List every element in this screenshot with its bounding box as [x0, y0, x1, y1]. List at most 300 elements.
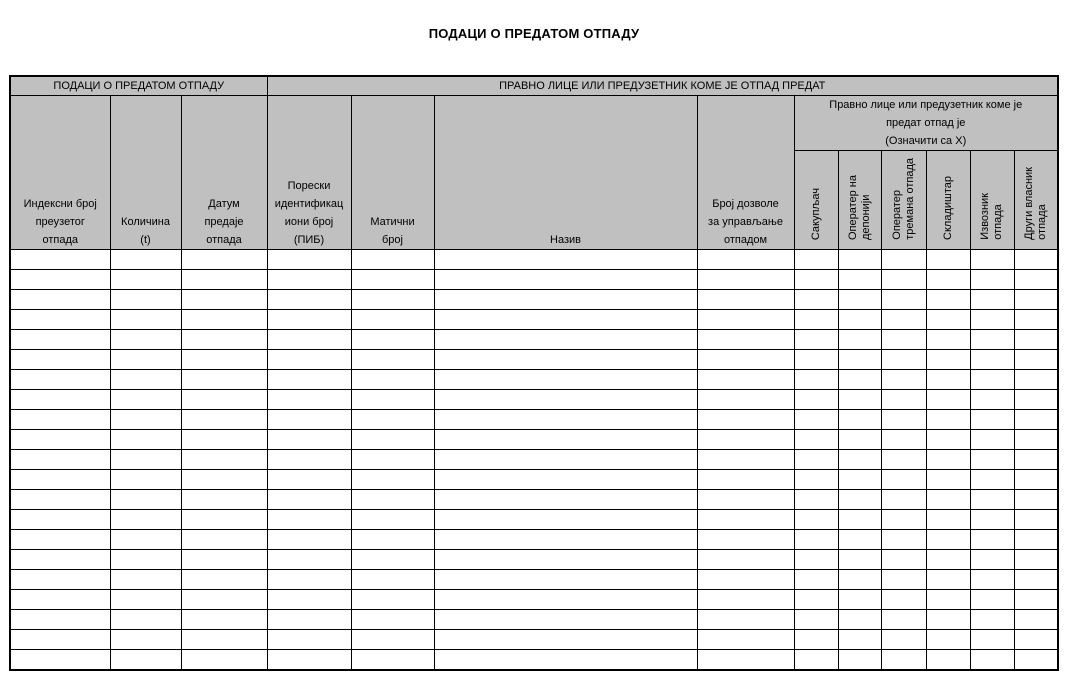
entry-cell[interactable] [181, 630, 267, 650]
entry-cell[interactable] [351, 450, 434, 470]
table-row [10, 650, 1058, 671]
entry-cell[interactable] [110, 570, 181, 590]
table-row [10, 570, 1058, 590]
entry-cell[interactable] [794, 490, 838, 510]
entry-cell[interactable] [267, 530, 351, 550]
entry-cell[interactable] [881, 530, 926, 550]
entry-cell[interactable] [1014, 470, 1058, 490]
col-header-treatment-operator: Оператер тремана отпада [881, 151, 926, 250]
col-header-registration-number: Матични број [351, 96, 434, 250]
entry-cell[interactable] [881, 290, 926, 310]
entry-cell[interactable] [970, 570, 1014, 590]
entry-cell[interactable] [267, 250, 351, 270]
entry-cell[interactable] [10, 590, 110, 610]
entry-cell[interactable] [926, 490, 970, 510]
entry-cell[interactable] [110, 550, 181, 570]
entry-cell[interactable] [110, 530, 181, 550]
col-header-handover-date: Датум предаје отпада [181, 96, 267, 250]
waste-form-table [9, 75, 1059, 671]
entry-cell[interactable] [697, 270, 794, 290]
entry-cell[interactable] [351, 470, 434, 490]
entry-cell[interactable] [794, 290, 838, 310]
entry-cell[interactable] [434, 250, 697, 270]
entry-cell[interactable] [110, 590, 181, 610]
table-row [10, 430, 1058, 450]
table-row [10, 390, 1058, 410]
entry-cell[interactable] [10, 510, 110, 530]
entry-cell[interactable] [351, 310, 434, 330]
entry-cell[interactable] [838, 410, 881, 430]
entry-cell[interactable] [881, 390, 926, 410]
entry-cell[interactable] [267, 270, 351, 290]
entry-cell[interactable] [838, 470, 881, 490]
entry-cell[interactable] [970, 330, 1014, 350]
entry-cell[interactable] [838, 650, 881, 671]
entry-cell[interactable] [110, 470, 181, 490]
col-header-name: Назив [434, 96, 697, 250]
entry-cell[interactable] [926, 290, 970, 310]
entry-cell[interactable] [838, 430, 881, 450]
entry-cell[interactable] [10, 310, 110, 330]
entry-cell[interactable] [838, 350, 881, 370]
entry-cell[interactable] [434, 570, 697, 590]
entry-cell[interactable] [181, 490, 267, 510]
entry-cell[interactable] [838, 610, 881, 630]
entry-cell[interactable] [351, 570, 434, 590]
entry-cell[interactable] [838, 290, 881, 310]
entry-cell[interactable] [181, 330, 267, 350]
entry-cell[interactable] [181, 650, 267, 671]
entry-cell[interactable] [434, 270, 697, 290]
entry-cell[interactable] [838, 390, 881, 410]
entry-cell[interactable] [794, 590, 838, 610]
entry-cell[interactable] [970, 250, 1014, 270]
entry-cell[interactable] [881, 270, 926, 290]
entry-cell[interactable] [267, 550, 351, 570]
entry-cell[interactable] [926, 610, 970, 630]
entry-cell[interactable] [351, 370, 434, 390]
entry-cell[interactable] [970, 470, 1014, 490]
entry-cell[interactable] [1014, 410, 1058, 430]
entry-cell[interactable] [697, 370, 794, 390]
entry-cell[interactable] [970, 450, 1014, 470]
entry-cell[interactable] [926, 390, 970, 410]
entry-cell[interactable] [351, 250, 434, 270]
entry-cell[interactable] [970, 590, 1014, 610]
entry-cell[interactable] [881, 310, 926, 330]
entry-cell[interactable] [10, 250, 110, 270]
entry-cell[interactable] [794, 250, 838, 270]
entry-cell[interactable] [926, 310, 970, 330]
entry-cell[interactable] [267, 570, 351, 590]
entry-cell[interactable] [970, 610, 1014, 630]
entry-cell[interactable] [181, 250, 267, 270]
entry-cell[interactable] [1014, 250, 1058, 270]
entry-cell[interactable] [838, 570, 881, 590]
entry-cell[interactable] [794, 630, 838, 650]
entry-cell[interactable] [794, 390, 838, 410]
entry-cell[interactable] [970, 290, 1014, 310]
entry-cell[interactable] [434, 390, 697, 410]
entry-cell[interactable] [351, 490, 434, 510]
entry-cell[interactable] [926, 430, 970, 450]
entry-cell[interactable] [1014, 510, 1058, 530]
entry-cell[interactable] [838, 510, 881, 530]
table-row [10, 410, 1058, 430]
entry-cell[interactable] [10, 650, 110, 671]
entry-cell[interactable] [351, 590, 434, 610]
entry-cell[interactable] [434, 310, 697, 330]
entry-cell[interactable] [110, 490, 181, 510]
entry-cell[interactable] [267, 330, 351, 350]
entry-cell[interactable] [181, 510, 267, 530]
entry-cell[interactable] [926, 550, 970, 570]
entry-cell[interactable] [881, 250, 926, 270]
entry-cell[interactable] [110, 450, 181, 470]
entry-cell[interactable] [1014, 290, 1058, 310]
entry-cell[interactable] [10, 370, 110, 390]
entry-cell[interactable] [838, 270, 881, 290]
entry-cell[interactable] [267, 590, 351, 610]
entry-cell[interactable] [181, 530, 267, 550]
table-row [10, 530, 1058, 550]
entry-cell[interactable] [10, 570, 110, 590]
entry-cell[interactable] [926, 410, 970, 430]
entry-cell[interactable] [10, 450, 110, 470]
entry-cell[interactable] [434, 530, 697, 550]
entry-cell[interactable] [881, 370, 926, 390]
entry-cell[interactable] [267, 390, 351, 410]
entry-cell[interactable] [110, 430, 181, 450]
entry-cell[interactable] [434, 350, 697, 370]
entry-cell[interactable] [881, 590, 926, 610]
entry-cell[interactable] [697, 490, 794, 510]
entry-cell[interactable] [110, 250, 181, 270]
entry-cell[interactable] [10, 530, 110, 550]
entry-cell[interactable] [881, 510, 926, 530]
entry-cell[interactable] [794, 470, 838, 490]
entry-cell[interactable] [267, 350, 351, 370]
entry-cell[interactable] [697, 550, 794, 570]
entry-cell[interactable] [10, 350, 110, 370]
entry-cell[interactable] [351, 650, 434, 671]
entry-cell[interactable] [434, 330, 697, 350]
entry-cell[interactable] [10, 630, 110, 650]
entry-cell[interactable] [794, 510, 838, 530]
entry-cell[interactable] [794, 310, 838, 330]
entry-cell[interactable] [697, 410, 794, 430]
entry-cell[interactable] [697, 250, 794, 270]
entry-cell[interactable] [110, 370, 181, 390]
col-header-quantity: Количина (t) [110, 96, 181, 250]
entry-cell[interactable] [267, 310, 351, 330]
col-header-index-number: Индексни број преузетог отпада [10, 96, 110, 250]
entry-cell[interactable] [1014, 630, 1058, 650]
entry-cell[interactable] [10, 490, 110, 510]
entry-cell[interactable] [881, 450, 926, 470]
entry-cell[interactable] [1014, 310, 1058, 330]
entry-cell[interactable] [926, 370, 970, 390]
table-row [10, 310, 1058, 330]
entry-cell[interactable] [697, 650, 794, 671]
table-row [10, 630, 1058, 650]
entry-cell[interactable] [267, 610, 351, 630]
entry-cell[interactable] [267, 450, 351, 470]
entry-cell[interactable] [434, 610, 697, 630]
entry-cell[interactable] [110, 350, 181, 370]
group-header-waste-data: ПОДАЦИ О ПРЕДАТОМ ОТПАДУ [10, 76, 267, 96]
entry-cell[interactable] [1014, 530, 1058, 550]
entry-cell[interactable] [697, 570, 794, 590]
entry-cell[interactable] [881, 610, 926, 630]
entry-cell[interactable] [267, 430, 351, 450]
entry-cell[interactable] [181, 430, 267, 450]
entry-cell[interactable] [181, 350, 267, 370]
entry-cell[interactable] [926, 570, 970, 590]
entry-cell[interactable] [970, 650, 1014, 671]
entry-cell[interactable] [351, 430, 434, 450]
entry-cell[interactable] [697, 470, 794, 490]
entry-cell[interactable] [351, 550, 434, 570]
entry-cell[interactable] [434, 630, 697, 650]
entry-cell[interactable] [10, 290, 110, 310]
entry-cell[interactable] [926, 530, 970, 550]
entry-cell[interactable] [970, 370, 1014, 390]
entry-cell[interactable] [351, 630, 434, 650]
entry-cell[interactable] [10, 430, 110, 450]
entry-cell[interactable] [1014, 270, 1058, 290]
entry-cell[interactable] [181, 410, 267, 430]
entry-cell[interactable] [697, 590, 794, 610]
entry-cell[interactable] [110, 630, 181, 650]
entry-cell[interactable] [794, 330, 838, 350]
entry-cell[interactable] [1014, 330, 1058, 350]
entry-cell[interactable] [181, 570, 267, 590]
entry-cell[interactable] [10, 270, 110, 290]
form-body [10, 250, 1058, 671]
entry-cell[interactable] [351, 530, 434, 550]
entry-cell[interactable] [794, 350, 838, 370]
table-row [10, 250, 1058, 270]
entry-cell[interactable] [794, 270, 838, 290]
entry-cell[interactable] [267, 410, 351, 430]
entry-cell[interactable] [838, 590, 881, 610]
table-row [10, 290, 1058, 310]
entry-cell[interactable] [110, 650, 181, 671]
entry-cell[interactable] [1014, 550, 1058, 570]
table-row [10, 610, 1058, 630]
table-row [10, 550, 1058, 570]
entry-cell[interactable] [10, 610, 110, 630]
entry-cell[interactable] [110, 610, 181, 630]
entry-cell[interactable] [10, 550, 110, 570]
entry-cell[interactable] [838, 370, 881, 390]
entry-cell[interactable] [110, 270, 181, 290]
entry-cell[interactable] [970, 430, 1014, 450]
entry-cell[interactable] [351, 270, 434, 290]
entry-cell[interactable] [434, 290, 697, 310]
entry-cell[interactable] [181, 290, 267, 310]
entry-cell[interactable] [926, 270, 970, 290]
entry-cell[interactable] [1014, 650, 1058, 671]
entry-cell[interactable] [267, 650, 351, 671]
entry-cell[interactable] [926, 330, 970, 350]
entry-cell[interactable] [434, 490, 697, 510]
entry-cell[interactable] [838, 250, 881, 270]
entry-cell[interactable] [697, 630, 794, 650]
entry-cell[interactable] [926, 590, 970, 610]
entry-cell[interactable] [1014, 610, 1058, 630]
entry-cell[interactable] [181, 450, 267, 470]
entry-cell[interactable] [181, 470, 267, 490]
entry-cell[interactable] [794, 610, 838, 630]
entry-cell[interactable] [1014, 370, 1058, 390]
entry-cell[interactable] [434, 470, 697, 490]
entry-cell[interactable] [267, 290, 351, 310]
entry-cell[interactable] [838, 450, 881, 470]
entry-cell[interactable] [434, 410, 697, 430]
entry-cell[interactable] [970, 630, 1014, 650]
entry-cell[interactable] [697, 610, 794, 630]
entry-cell[interactable] [970, 390, 1014, 410]
entry-cell[interactable] [926, 450, 970, 470]
entry-cell[interactable] [181, 310, 267, 330]
entry-cell[interactable] [838, 490, 881, 510]
entry-cell[interactable] [794, 430, 838, 450]
entry-cell[interactable] [267, 510, 351, 530]
entry-cell[interactable] [838, 630, 881, 650]
entry-cell[interactable] [881, 550, 926, 570]
table-row [10, 450, 1058, 470]
entry-cell[interactable] [181, 550, 267, 570]
entry-cell[interactable] [838, 550, 881, 570]
table-row [10, 370, 1058, 390]
entry-cell[interactable] [1014, 590, 1058, 610]
entry-cell[interactable] [267, 490, 351, 510]
entry-cell[interactable] [926, 250, 970, 270]
entry-cell[interactable] [970, 410, 1014, 430]
entry-cell[interactable] [838, 530, 881, 550]
entry-cell[interactable] [970, 490, 1014, 510]
entry-cell[interactable] [1014, 390, 1058, 410]
entry-cell[interactable] [1014, 490, 1058, 510]
entry-cell[interactable] [926, 350, 970, 370]
entry-cell[interactable] [351, 290, 434, 310]
entry-cell[interactable] [970, 550, 1014, 570]
entry-cell[interactable] [434, 590, 697, 610]
entry-cell[interactable] [926, 510, 970, 530]
entry-cell[interactable] [881, 630, 926, 650]
entry-cell[interactable] [697, 530, 794, 550]
entry-cell[interactable] [181, 370, 267, 390]
entry-cell[interactable] [926, 630, 970, 650]
entry-cell[interactable] [838, 330, 881, 350]
entry-cell[interactable] [794, 450, 838, 470]
entry-cell[interactable] [881, 490, 926, 510]
entry-cell[interactable] [697, 310, 794, 330]
entry-cell[interactable] [267, 470, 351, 490]
entry-cell[interactable] [1014, 570, 1058, 590]
entry-cell[interactable] [794, 530, 838, 550]
entry-cell[interactable] [794, 570, 838, 590]
entry-cell[interactable] [181, 610, 267, 630]
entry-cell[interactable] [434, 650, 697, 671]
col-header-collector: Сакупљач [794, 151, 838, 250]
entry-cell[interactable] [881, 330, 926, 350]
entry-cell[interactable] [181, 270, 267, 290]
col-header-other-owner: Други власник отпада [1014, 151, 1058, 250]
entry-cell[interactable] [697, 510, 794, 530]
entry-cell[interactable] [10, 410, 110, 430]
entry-cell[interactable] [434, 510, 697, 530]
entry-cell[interactable] [881, 470, 926, 490]
table-row [10, 490, 1058, 510]
entry-cell[interactable] [267, 630, 351, 650]
entry-cell[interactable] [838, 310, 881, 330]
entry-cell[interactable] [351, 350, 434, 370]
entry-cell[interactable] [351, 390, 434, 410]
entry-cell[interactable] [351, 330, 434, 350]
entry-cell[interactable] [1014, 450, 1058, 470]
entry-cell[interactable] [434, 550, 697, 570]
entry-cell[interactable] [697, 390, 794, 410]
entry-cell[interactable] [110, 410, 181, 430]
entry-cell[interactable] [110, 330, 181, 350]
entry-cell[interactable] [794, 550, 838, 570]
entry-cell[interactable] [794, 370, 838, 390]
entry-cell[interactable] [697, 290, 794, 310]
entry-cell[interactable] [881, 430, 926, 450]
entry-cell[interactable] [351, 610, 434, 630]
entry-cell[interactable] [881, 350, 926, 370]
entry-cell[interactable] [110, 510, 181, 530]
entry-cell[interactable] [881, 650, 926, 671]
entry-cell[interactable] [697, 350, 794, 370]
entry-cell[interactable] [1014, 430, 1058, 450]
entry-cell[interactable] [351, 410, 434, 430]
entry-cell[interactable] [434, 430, 697, 450]
entry-cell[interactable] [970, 310, 1014, 330]
entry-cell[interactable] [926, 470, 970, 490]
entry-cell[interactable] [697, 330, 794, 350]
entry-cell[interactable] [697, 450, 794, 470]
entry-cell[interactable] [794, 410, 838, 430]
entry-cell[interactable] [181, 590, 267, 610]
entry-cell[interactable] [697, 430, 794, 450]
entry-cell[interactable] [10, 390, 110, 410]
entry-cell[interactable] [434, 450, 697, 470]
entry-cell[interactable] [881, 570, 926, 590]
entry-cell[interactable] [110, 310, 181, 330]
entry-cell[interactable] [794, 650, 838, 671]
entry-cell[interactable] [181, 390, 267, 410]
entry-cell[interactable] [110, 290, 181, 310]
entry-cell[interactable] [10, 470, 110, 490]
entry-cell[interactable] [881, 410, 926, 430]
entry-cell[interactable] [970, 530, 1014, 550]
entry-cell[interactable] [926, 650, 970, 671]
entry-cell[interactable] [267, 370, 351, 390]
entry-cell[interactable] [1014, 350, 1058, 370]
entry-cell[interactable] [970, 270, 1014, 290]
entry-cell[interactable] [351, 510, 434, 530]
entry-cell[interactable] [110, 390, 181, 410]
entry-cell[interactable] [970, 510, 1014, 530]
entry-cell[interactable] [10, 330, 110, 350]
entry-cell[interactable] [434, 370, 697, 390]
entry-cell[interactable] [970, 350, 1014, 370]
col-header-permit-number: Број дозволе за управљање отпадом [697, 96, 794, 250]
